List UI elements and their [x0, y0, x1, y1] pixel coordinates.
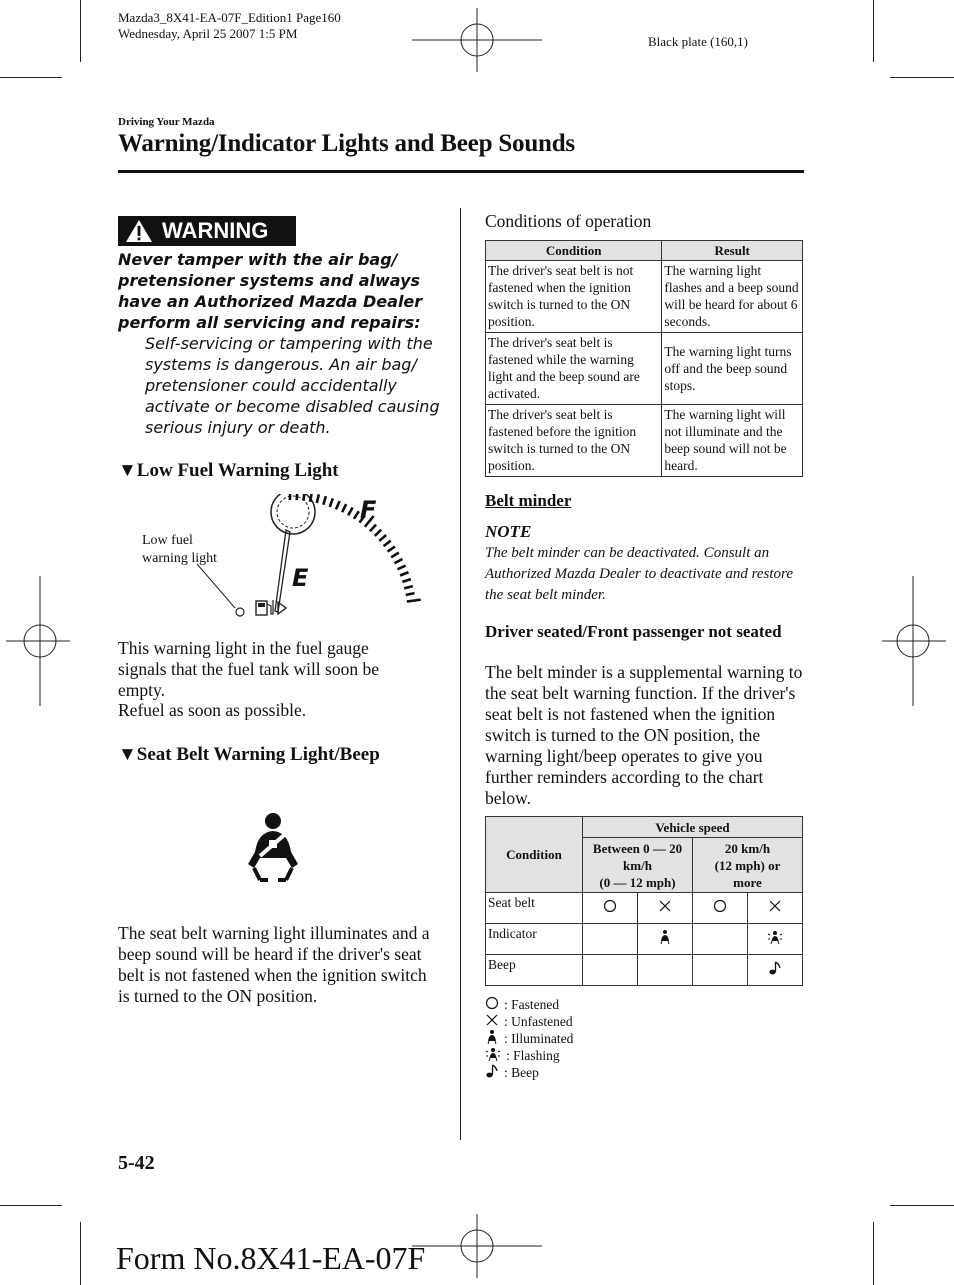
- row-label-indicator: Indicator: [486, 924, 583, 955]
- plate-label: Black plate (160,1): [648, 34, 748, 49]
- fastened-icon: [485, 996, 504, 1014]
- note-label: NOTE: [485, 522, 532, 541]
- speed-range-high-line1: 20 km/h: [724, 840, 771, 856]
- symbol-cell: [583, 924, 638, 955]
- page-number: 5-42: [118, 1152, 155, 1174]
- conditions-header-result: Result: [662, 241, 803, 261]
- speed-range-high-line3: more: [733, 874, 762, 890]
- speed-table-condition-header: Condition: [486, 817, 583, 893]
- crop-mark: [873, 0, 874, 62]
- symbol-cell: [748, 893, 803, 924]
- row-label-seat-belt: Seat belt: [486, 893, 583, 924]
- legend-item: [485, 1047, 573, 1064]
- row-label-beep: Beep: [486, 955, 583, 986]
- gauge-tick: [330, 498, 333, 506]
- low-fuel-heading: ▼Low Fuel Warning Light: [118, 460, 339, 481]
- gauge-tick: [391, 553, 399, 558]
- symbol-cell: [638, 955, 693, 986]
- table-row: [486, 405, 803, 477]
- fuel-gauge-illustration: [140, 494, 430, 624]
- crop-mark: [890, 1205, 954, 1206]
- symbol-cell: [583, 893, 638, 924]
- section-label: Driving Your Mazda: [118, 116, 215, 128]
- belt-minder-subheading: Driver seated/Front passenger not seated: [485, 622, 782, 641]
- condition-cell: The driver's seat belt is not fastened when the ignition switch is turned to the ON position.: [486, 261, 662, 333]
- gauge-tick: [397, 566, 405, 570]
- registration-mark-right: [882, 576, 946, 706]
- gauge-tick: [342, 504, 346, 512]
- symbol-cell: [638, 924, 693, 955]
- legend-illuminated: : Illuminated: [504, 1031, 574, 1046]
- gauge-empty-label: E: [292, 564, 309, 592]
- low-fuel-callout: Low fuel warning light: [142, 533, 218, 566]
- speed-range-high-line2: (12 mph) or: [714, 857, 781, 873]
- note-text: The belt minder can be deactivated. Consult an Authorized Mazda Dealer to deactivate and restore the seat belt minder.: [485, 545, 793, 603]
- crop-mark: [0, 77, 62, 78]
- symbol-cell: [583, 955, 638, 986]
- gauge-tick: [388, 547, 395, 552]
- gauge-tick: [400, 572, 408, 575]
- symbol-cell: [638, 893, 693, 924]
- beep-icon: [485, 1063, 504, 1083]
- belt-minder-paragraph: The belt minder is a supplemental warning to the seat belt warning function. If the driver's seat belt is not fastened when the ignition switch is turned to the ON position, the warning light/beep operates to give you further reminders according to the chart below.: [485, 662, 803, 808]
- gauge-tick: [297, 494, 298, 500]
- file-name-line: Mazda3_8X41-EA-07F_Edition1 Page160: [118, 10, 341, 25]
- legend-flashing: : Flashing: [506, 1048, 560, 1063]
- table-row: [486, 955, 803, 986]
- conditions-header-condition: Condition: [486, 241, 662, 261]
- symbol-cell: [693, 893, 748, 924]
- speed-table-speed-header: Vehicle speed: [583, 817, 803, 838]
- crop-mark: [80, 1222, 81, 1285]
- crop-mark: [0, 1205, 62, 1206]
- gauge-tick: [317, 494, 319, 503]
- refuel-paragraph: Refuel as soon as possible.: [118, 700, 307, 720]
- registration-mark-top: [412, 8, 542, 72]
- result-cell: The warning light flashes and a beep sound will be heard for about 6 seconds.: [662, 261, 803, 333]
- seat-belt-heading: ▼Seat Belt Warning Light/Beep: [118, 744, 380, 765]
- condition-cell: The driver's seat belt is fastened before the ignition switch is turned to the ON position.: [486, 405, 662, 477]
- low-fuel-paragraph: This warning light in the fuel gauge signals that the fuel tank will soon be empty.: [118, 638, 379, 700]
- gauge-tick: [336, 501, 340, 509]
- file-date-line: Wednesday, April 25 2007 1:5 PM: [118, 26, 298, 41]
- speed-range-high-header: [693, 838, 803, 893]
- belt-minder-heading: Belt minder: [485, 491, 572, 510]
- conditions-table: [485, 240, 803, 477]
- column-divider: [460, 208, 461, 1140]
- crop-mark: [80, 0, 81, 62]
- gauge-tick: [406, 593, 415, 595]
- condition-cell: The driver's seat belt is fastened while the warning light and the beep sound are activated.: [486, 333, 662, 405]
- symbol-cell: [693, 924, 748, 955]
- legend-beep: : Beep: [504, 1065, 539, 1080]
- gauge-tick: [407, 600, 421, 602]
- warning-triangle-icon: [124, 218, 158, 244]
- gauge-tick: [354, 511, 359, 519]
- result-cell: The warning light will not illuminate and the beep sound will not be heard.: [662, 405, 803, 477]
- speed-range-low-line2: km/h: [623, 857, 652, 873]
- gauge-tick: [323, 496, 326, 505]
- gauge-tick: [402, 579, 411, 582]
- gauge-tick: [375, 530, 381, 536]
- symbol-cell: [693, 955, 748, 986]
- warning-detail: Self-servicing or tampering with the systems is dangerous. An air bag/ pretensioner could accidentally activate or become disabled causing serious injury or death.: [145, 334, 440, 437]
- symbol-cell: [748, 955, 803, 986]
- gauge-full-label: F: [360, 496, 377, 524]
- gauge-tick: [404, 586, 413, 588]
- legend-item: [485, 1064, 573, 1081]
- table-row: [486, 261, 803, 333]
- speed-range-low-line3: (0 — 12 mph): [599, 874, 676, 890]
- gauge-tick: [394, 559, 402, 563]
- title-rule: [118, 170, 804, 173]
- registration-mark-left: [6, 576, 70, 706]
- conditions-label: Conditions of operation: [485, 211, 652, 231]
- gauge-tick: [370, 525, 376, 532]
- symbol-cell: [748, 924, 803, 955]
- speed-range-low-header: [583, 838, 693, 893]
- table-row: [486, 333, 803, 405]
- file-info: [118, 10, 341, 42]
- legend-fastened: : Fastened: [504, 997, 560, 1012]
- belt-minder-table: [485, 816, 803, 986]
- warning-badge-label: WARNING: [162, 218, 269, 243]
- seat-belt-paragraph: The seat belt warning light illuminates and a beep sound will be heard if the driver's seat belt is not fastened when the ignition switch is turned to the ON position.: [118, 923, 430, 1006]
- gauge-tick: [379, 535, 386, 541]
- page-title: Warning/Indicator Lights and Beep Sounds: [118, 130, 575, 157]
- gauge-tick: [384, 541, 391, 546]
- gauge-tick: [310, 494, 312, 502]
- registration-mark-bottom: [412, 1214, 542, 1278]
- form-number: Form No.8X41-EA-07F: [116, 1240, 426, 1276]
- legend-unfastened: : Unfastened: [504, 1014, 573, 1029]
- table-row: [486, 924, 803, 955]
- legend-item: [485, 1030, 573, 1047]
- gauge-tick: [303, 494, 304, 501]
- legend-item: [485, 1013, 573, 1030]
- table-row: [486, 893, 803, 924]
- crop-mark: [890, 77, 954, 78]
- legend-item: [485, 996, 573, 1013]
- result-cell: The warning light turns off and the beep sound stops.: [662, 333, 803, 405]
- fuel-pump-icon: [256, 600, 286, 615]
- warning-lead: Never tamper with the air bag/ pretensioner systems and always have an Authorized Mazda Dealer perform all servicing and repairs:: [118, 250, 423, 332]
- crop-mark: [873, 1222, 874, 1285]
- symbol-legend: [485, 996, 573, 1081]
- seat-belt-warning-icon: [240, 810, 306, 884]
- fuel-gauge-ticks: [290, 494, 421, 602]
- speed-range-low-line1: Between 0 — 20: [592, 840, 683, 856]
- gauge-tick: [348, 507, 352, 515]
- warning-badge: [118, 216, 296, 246]
